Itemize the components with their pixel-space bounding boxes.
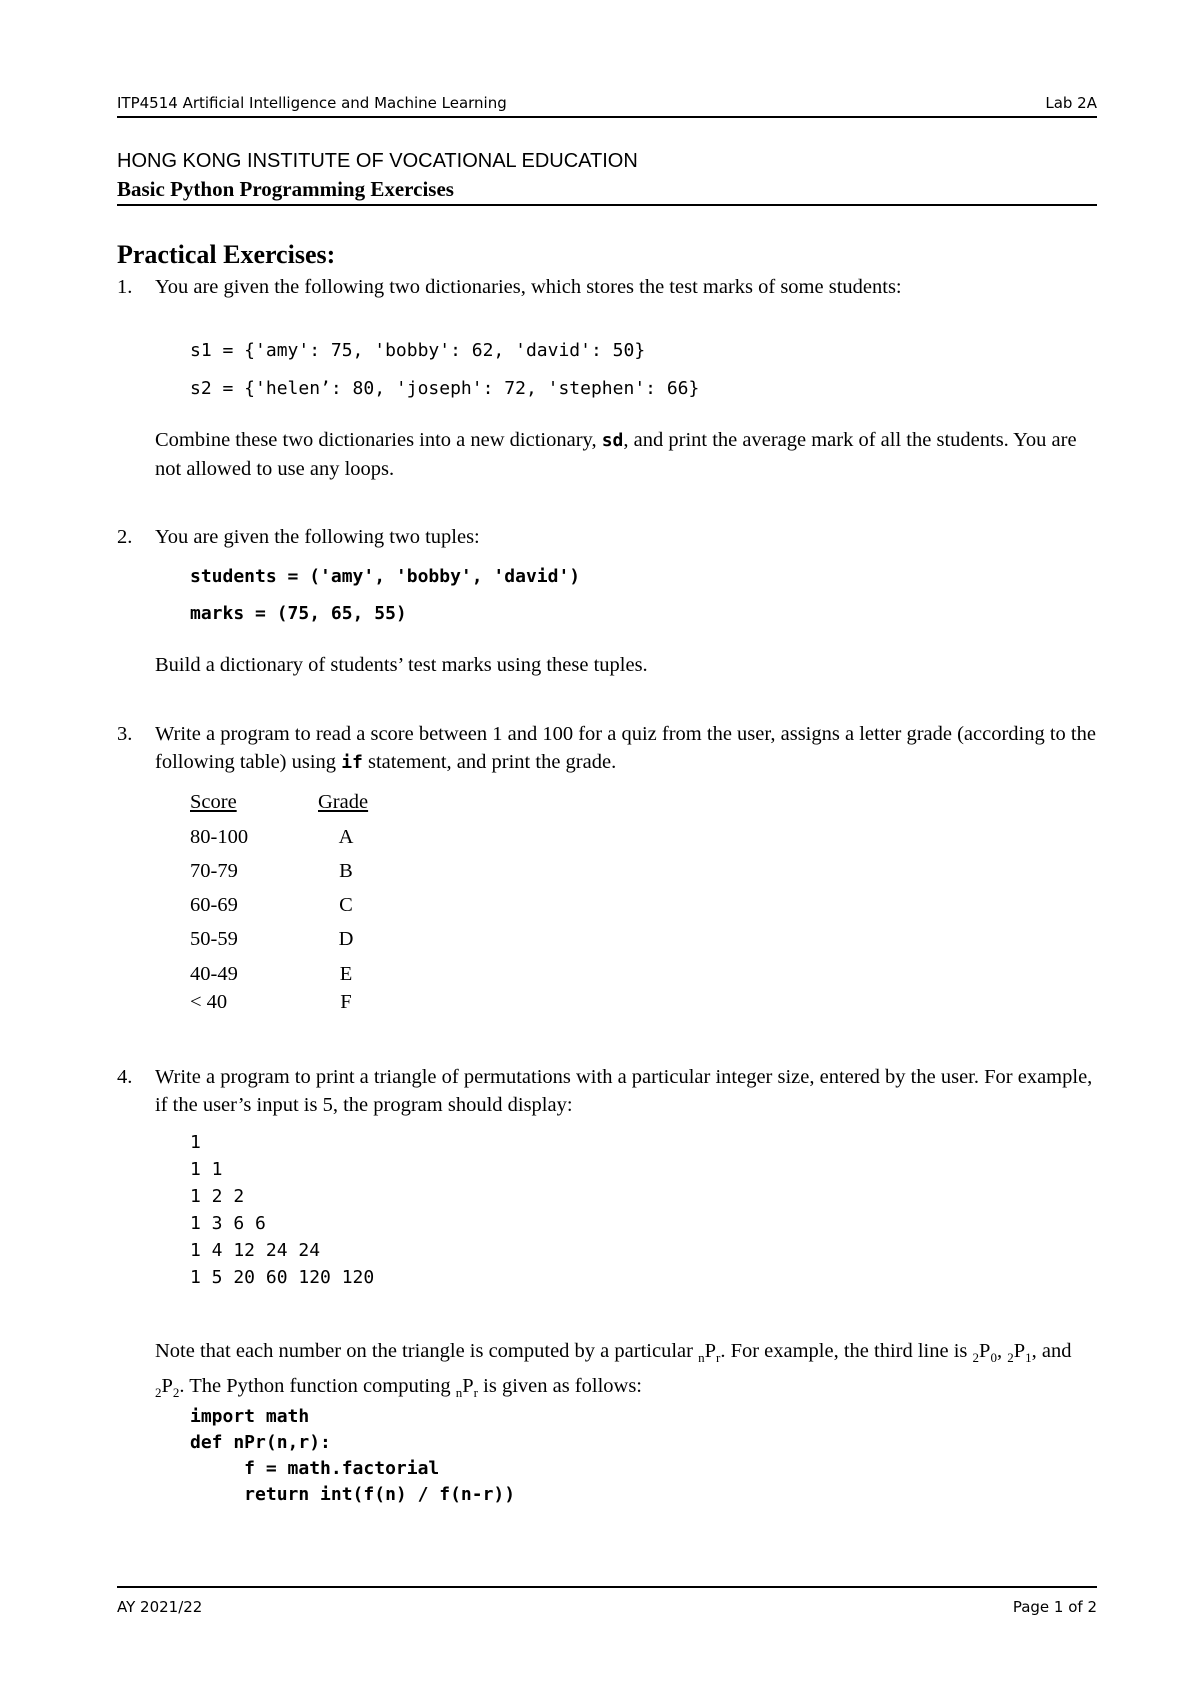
symbol-P: P [462, 1375, 474, 1398]
q1-number: 1. [117, 276, 133, 298]
q2-number: 2. [117, 526, 133, 548]
page-number: Page 1 of 2 [1012, 1598, 1097, 1616]
title-divider [117, 204, 1097, 206]
q2-code-line: marks = (75, 65, 55) [190, 603, 407, 624]
q3-text: Write a program to read a score between 1 and 100 for a quiz from the user, assigns a letter grade (according to the following table) using [155, 723, 1096, 773]
table-score-cell: 70-79 [190, 860, 238, 882]
sub-r: r [715, 1350, 721, 1366]
triangle-line: 1 4 12 24 24 [190, 1240, 321, 1261]
table-grade-cell: B [339, 860, 353, 882]
note-text: . For example, the third line is [720, 1340, 973, 1362]
triangle-line: 1 1 [190, 1159, 223, 1180]
note-text: is given as follows: [478, 1375, 643, 1398]
q1-code-word: sd [601, 430, 624, 451]
code-line: def nPr(n,r): [190, 1432, 331, 1453]
sub-n: n [698, 1350, 705, 1366]
table-grade-cell: D [338, 928, 354, 950]
sub-2: 2 [155, 1385, 162, 1401]
q1-text: , and print the average mark of all the students. You are not allowed to use any loops. [155, 429, 1077, 480]
sub-0: 0 [990, 1350, 997, 1366]
table-grade-cell: F [340, 991, 352, 1013]
triangle-line: 1 2 2 [190, 1186, 245, 1207]
lab-label: Lab 2A [1045, 94, 1097, 112]
q3-text: statement, and print the grade. [362, 751, 617, 773]
table-header-grade: Grade [318, 791, 369, 813]
table-score-cell: 40-49 [190, 963, 238, 985]
q1-code-line: s2 = {'helen’: 80, 'joseph': 72, 'stephen': 66} [190, 378, 700, 399]
note-text: Note that each number on the triangle is computed by a particular [155, 1340, 699, 1362]
page-header [117, 94, 1097, 118]
sub-2: 2 [1007, 1350, 1014, 1366]
course-title: ITP4514 Artificial Intelligence and Machine Learning [117, 94, 507, 112]
table-score-cell: 60-69 [190, 894, 238, 916]
symbol-P: P [161, 1375, 173, 1398]
q4-number: 4. [117, 1066, 133, 1088]
q1-code-line: s1 = {'amy': 75, 'bobby': 62, 'david': 50} [190, 340, 646, 361]
note-text: . The Python function computing [179, 1375, 456, 1398]
note-text: , and [1031, 1340, 1072, 1362]
q2-intro: You are given the following two tuples: [155, 526, 480, 548]
section-title: Practical Exercises: [117, 240, 336, 269]
table-grade-cell: A [338, 826, 354, 848]
code-line: import math [190, 1406, 310, 1427]
sub-1: 1 [1025, 1350, 1032, 1366]
table-grade-cell: E [339, 963, 353, 985]
table-grade-cell: C [339, 894, 353, 916]
symbol-P: P [704, 1340, 716, 1362]
q3-instruction [155, 720, 1097, 777]
note-text: , [996, 1340, 1008, 1362]
q2-instruction: Build a dictionary of students’ test marks using these tuples. [155, 654, 648, 676]
q3-number: 3. [117, 723, 133, 745]
triangle-line: 1 [190, 1132, 201, 1153]
q2-code-line: students = ('amy', 'bobby', 'david') [190, 566, 581, 587]
table-score-cell: 80-100 [190, 826, 249, 848]
academic-year: AY 2021/22 [117, 1598, 203, 1616]
document-subtitle: Basic Python Programming Exercises [117, 177, 454, 201]
footer-rule [117, 1586, 1097, 1588]
symbol-P: P [1013, 1340, 1026, 1362]
sub-n: n [455, 1385, 463, 1401]
q4-note [155, 1337, 1097, 1407]
sub-2: 2 [172, 1385, 180, 1401]
symbol-P: P [979, 1340, 991, 1362]
code-line: f = math.factorial [190, 1458, 440, 1479]
table-score-cell: < 40 [190, 991, 228, 1013]
q1-instruction [155, 426, 1097, 483]
table-score-cell: 50-59 [190, 928, 238, 950]
q1-text: Combine these two dictionaries into a new dictionary, [155, 429, 602, 451]
triangle-line: 1 5 20 60 120 120 [190, 1267, 375, 1288]
code-line: return int(f(n) / f(n-r)) [190, 1484, 516, 1505]
q1-intro: You are given the following two dictionaries, which stores the test marks of some students: [155, 276, 902, 298]
q4-intro: Write a program to print a triangle of permutations with a particular integer size, entered by the user. For example, if the user’s input is 5, the program should display: [155, 1066, 1093, 1116]
sub-2: 2 [972, 1350, 980, 1366]
table-header-score: Score [190, 791, 237, 813]
sub-r: r [473, 1385, 479, 1401]
institute-name: HONG KONG INSTITUTE OF VOCATIONAL EDUCATION [117, 150, 638, 172]
triangle-line: 1 3 6 6 [190, 1213, 266, 1234]
q3-code-word: if [341, 752, 363, 773]
